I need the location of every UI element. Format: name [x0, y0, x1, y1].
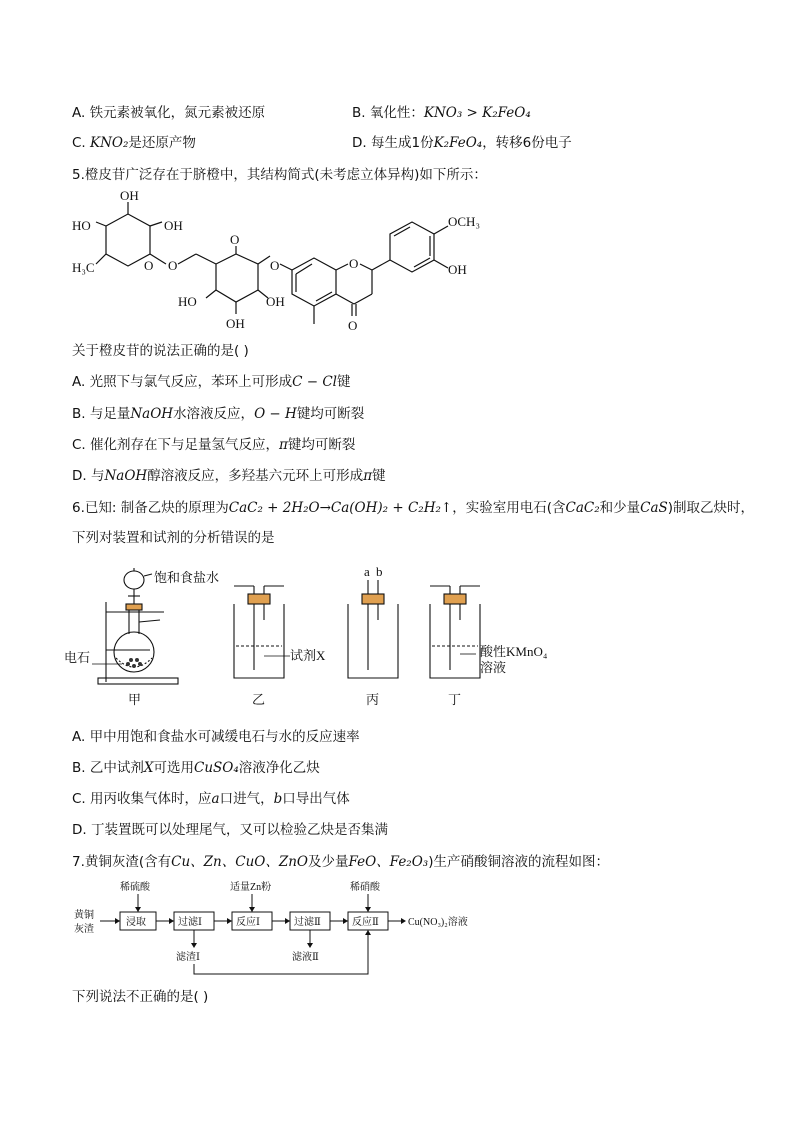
q4-option-b-prefix: B. 氧化性：: [352, 105, 424, 121]
struct-label-oh4: OH: [448, 262, 467, 277]
flow-step-reaction2: 反应Ⅱ: [352, 917, 379, 928]
apparatus-label-kmno4-line1: 酸性KMnO₄: [480, 644, 548, 659]
q5-option-b-prefix: B. 与足量: [72, 406, 131, 422]
q5-option-b-mid: 水溶液反应，: [173, 406, 255, 422]
q5-option-d-formula1: NaOH: [104, 468, 148, 484]
q4-option-c: [72, 134, 196, 152]
struct-label-o1: O: [144, 258, 154, 273]
struct-label-o4: O: [270, 258, 280, 273]
struct-label-oh1: OH: [164, 218, 183, 233]
apparatus-label-b: b: [376, 564, 383, 579]
q6-option-c-mid: 口进气，: [219, 791, 274, 807]
q5-option-b-formula2: O − H: [254, 406, 297, 422]
q6-stem-equation: CaC₂ + 2H₂O→Ca(OH)₂ + C₂H₂↑: [228, 500, 453, 516]
q6-option-c-formula2: b: [273, 791, 283, 807]
q4-option-a: A. 铁元素被氧化，氮元素被还原: [72, 105, 266, 121]
q7-stem-formula1: Cu、Zn、CuO、ZnO: [171, 854, 308, 870]
q6-stem-mid2: 和少量: [599, 500, 641, 516]
flow-input-line2: 灰渣: [74, 924, 94, 935]
struct-label-ho1: HO: [72, 218, 91, 233]
q5-option-b-suffix: 键均可断裂: [296, 406, 365, 422]
flow-step-leach: 浸取: [126, 917, 146, 928]
q5-stem: 5.橙皮苷广泛存在于脐橙中，其结构简式(未考虑立体异构)如下所示：: [72, 167, 487, 183]
flow-step-filter1: 过滤Ⅰ: [178, 917, 202, 928]
apparatus-name-yi: 乙: [252, 692, 266, 707]
flow-reagent-zn: 适量Zn粉: [230, 882, 272, 893]
q6-option-b-mid: 可选用: [153, 760, 194, 776]
flow-reagent-h2so4: 稀硫酸: [120, 882, 150, 893]
struct-label-ho2: HO: [178, 294, 197, 309]
q5-question: 关于橙皮苷的说法正确的是( ): [72, 343, 249, 359]
flow-input-line1: 黄铜: [74, 910, 94, 921]
flow-step-filter2: 过滤Ⅱ: [294, 917, 321, 928]
apparatus-label-reagent-x: 试剂X: [290, 648, 326, 663]
q5-option-a-formula: C − Cl: [292, 374, 337, 390]
struct-label-carbonyl-o: O: [348, 318, 358, 333]
q6-option-b-suffix: 溶液净化乙炔: [238, 760, 320, 776]
q6-stem-prefix: 6.已知: 制备乙炔的原理为: [72, 500, 229, 516]
q7-stem: [72, 853, 609, 871]
q6-stem-line1: [72, 499, 754, 517]
q4-option-b: [352, 104, 531, 122]
apparatus-label-kmno4-line2: 溶液: [480, 660, 507, 675]
q4-option-d-suffix: ，转移6份电子: [482, 135, 572, 151]
q6-option-b: [72, 759, 320, 777]
q5-option-c-suffix: 键均可断裂: [287, 437, 356, 453]
q5-option-c-prefix: C. 催化剂存在下与足量氢气反应，: [72, 437, 280, 453]
struct-label-oh3: OH: [226, 316, 245, 331]
q4-option-c-suffix: 是还原产物: [128, 135, 196, 151]
q6-option-b-prefix: B. 乙中试剂: [72, 760, 144, 776]
q6-option-b-formula1: X: [143, 760, 154, 776]
q6-option-c-formula1: a: [211, 791, 220, 807]
q5-option-d: [72, 467, 386, 485]
q5-option-a-prefix: A. 光照下与氯气反应，苯环上可形成: [72, 374, 293, 390]
q6-option-c-prefix: C. 用丙收集气体时，应: [72, 791, 212, 807]
q6-apparatus-figure: [64, 560, 604, 712]
flow-filtrate2: 滤液Ⅱ: [292, 952, 319, 963]
apparatus-label-carbide: 电石: [64, 650, 91, 665]
q5-option-a-suffix: 键: [336, 374, 351, 390]
q6-option-a: A. 甲中用饱和食盐水可减缓电石与水的反应速率: [72, 729, 360, 745]
flow-output: Cu(NO₃)₂溶液: [408, 917, 468, 928]
struct-label-och3: OCH₃: [448, 214, 480, 229]
q4-option-b-formula: KNO₃ > K₂FeO₄: [423, 105, 531, 121]
struct-label-o3: O: [230, 232, 240, 247]
q5-option-d-formula2: π: [363, 468, 373, 484]
hesperidin-structure: [70, 188, 490, 336]
flow-residue1: 滤渣Ⅰ: [176, 952, 200, 963]
q6-option-c: [72, 790, 350, 808]
q6-option-b-formula2: CuSO₄: [193, 760, 239, 776]
struct-label-oh2: OH: [266, 294, 285, 309]
apparatus-label-a: a: [364, 564, 370, 579]
q7-stem-formula2: FeO、Fe₂O₃: [348, 854, 429, 870]
q5-option-a: [72, 373, 350, 391]
struct-label-h3c: H₃C: [72, 260, 95, 275]
q6-option-c-suffix: 口导出气体: [282, 791, 350, 807]
q6-stem-mid: ，实验室用电石(含: [452, 500, 566, 516]
q5-option-d-prefix: D. 与: [72, 468, 105, 484]
q7-flowchart: [70, 876, 490, 980]
q6-stem-formula-cac2: CaC₂: [565, 500, 600, 516]
flow-reagent-hno3: 稀硝酸: [350, 882, 380, 893]
apparatus-name-jia: 甲: [128, 692, 142, 707]
q5-option-b-formula1: NaOH: [130, 406, 174, 422]
q7-stem-suffix: )生产硝酸铜溶液的流程如图：: [428, 854, 609, 870]
q5-option-c: [72, 436, 355, 454]
struct-label-o2: O: [168, 258, 178, 273]
q5-option-b: [72, 405, 364, 423]
q6-stem-suffix: )制取乙炔时，: [667, 500, 755, 516]
q4-option-c-formula: KNO₂: [90, 135, 129, 151]
apparatus-name-bing: 丙: [366, 692, 380, 707]
q4-option-d: [352, 134, 572, 152]
q7-question: 下列说法不正确的是( ): [72, 989, 209, 1005]
q6-stem-formula-cas: CaS: [640, 500, 668, 516]
q5-option-d-suffix: 键: [372, 468, 386, 484]
q5-option-d-mid: 醇溶液反应，多羟基六元环上可形成: [147, 468, 364, 484]
q7-stem-mid: 及少量: [308, 854, 349, 870]
q4-option-d-prefix: D. 每生成1份: [352, 135, 434, 151]
q6-stem-line2: 下列对装置和试剂的分析错误的是: [72, 530, 275, 546]
struct-label-oh-top: OH: [120, 188, 139, 203]
apparatus-name-ding: 丁: [448, 692, 462, 707]
q6-option-d: D. 丁装置既可以处理尾气，又可以检验乙炔是否集满: [72, 822, 388, 838]
q5-option-c-formula: π: [279, 437, 288, 453]
q7-stem-prefix: 7.黄铜灰渣(含有: [72, 854, 172, 870]
q4-option-d-formula: K₂FeO₄: [433, 135, 483, 151]
flow-step-reaction1: 反应Ⅰ: [236, 917, 260, 928]
struct-label-o5: O: [349, 256, 359, 271]
apparatus-label-saltwater: 饱和食盐水: [154, 570, 220, 585]
q4-option-c-prefix: C.: [72, 135, 91, 151]
